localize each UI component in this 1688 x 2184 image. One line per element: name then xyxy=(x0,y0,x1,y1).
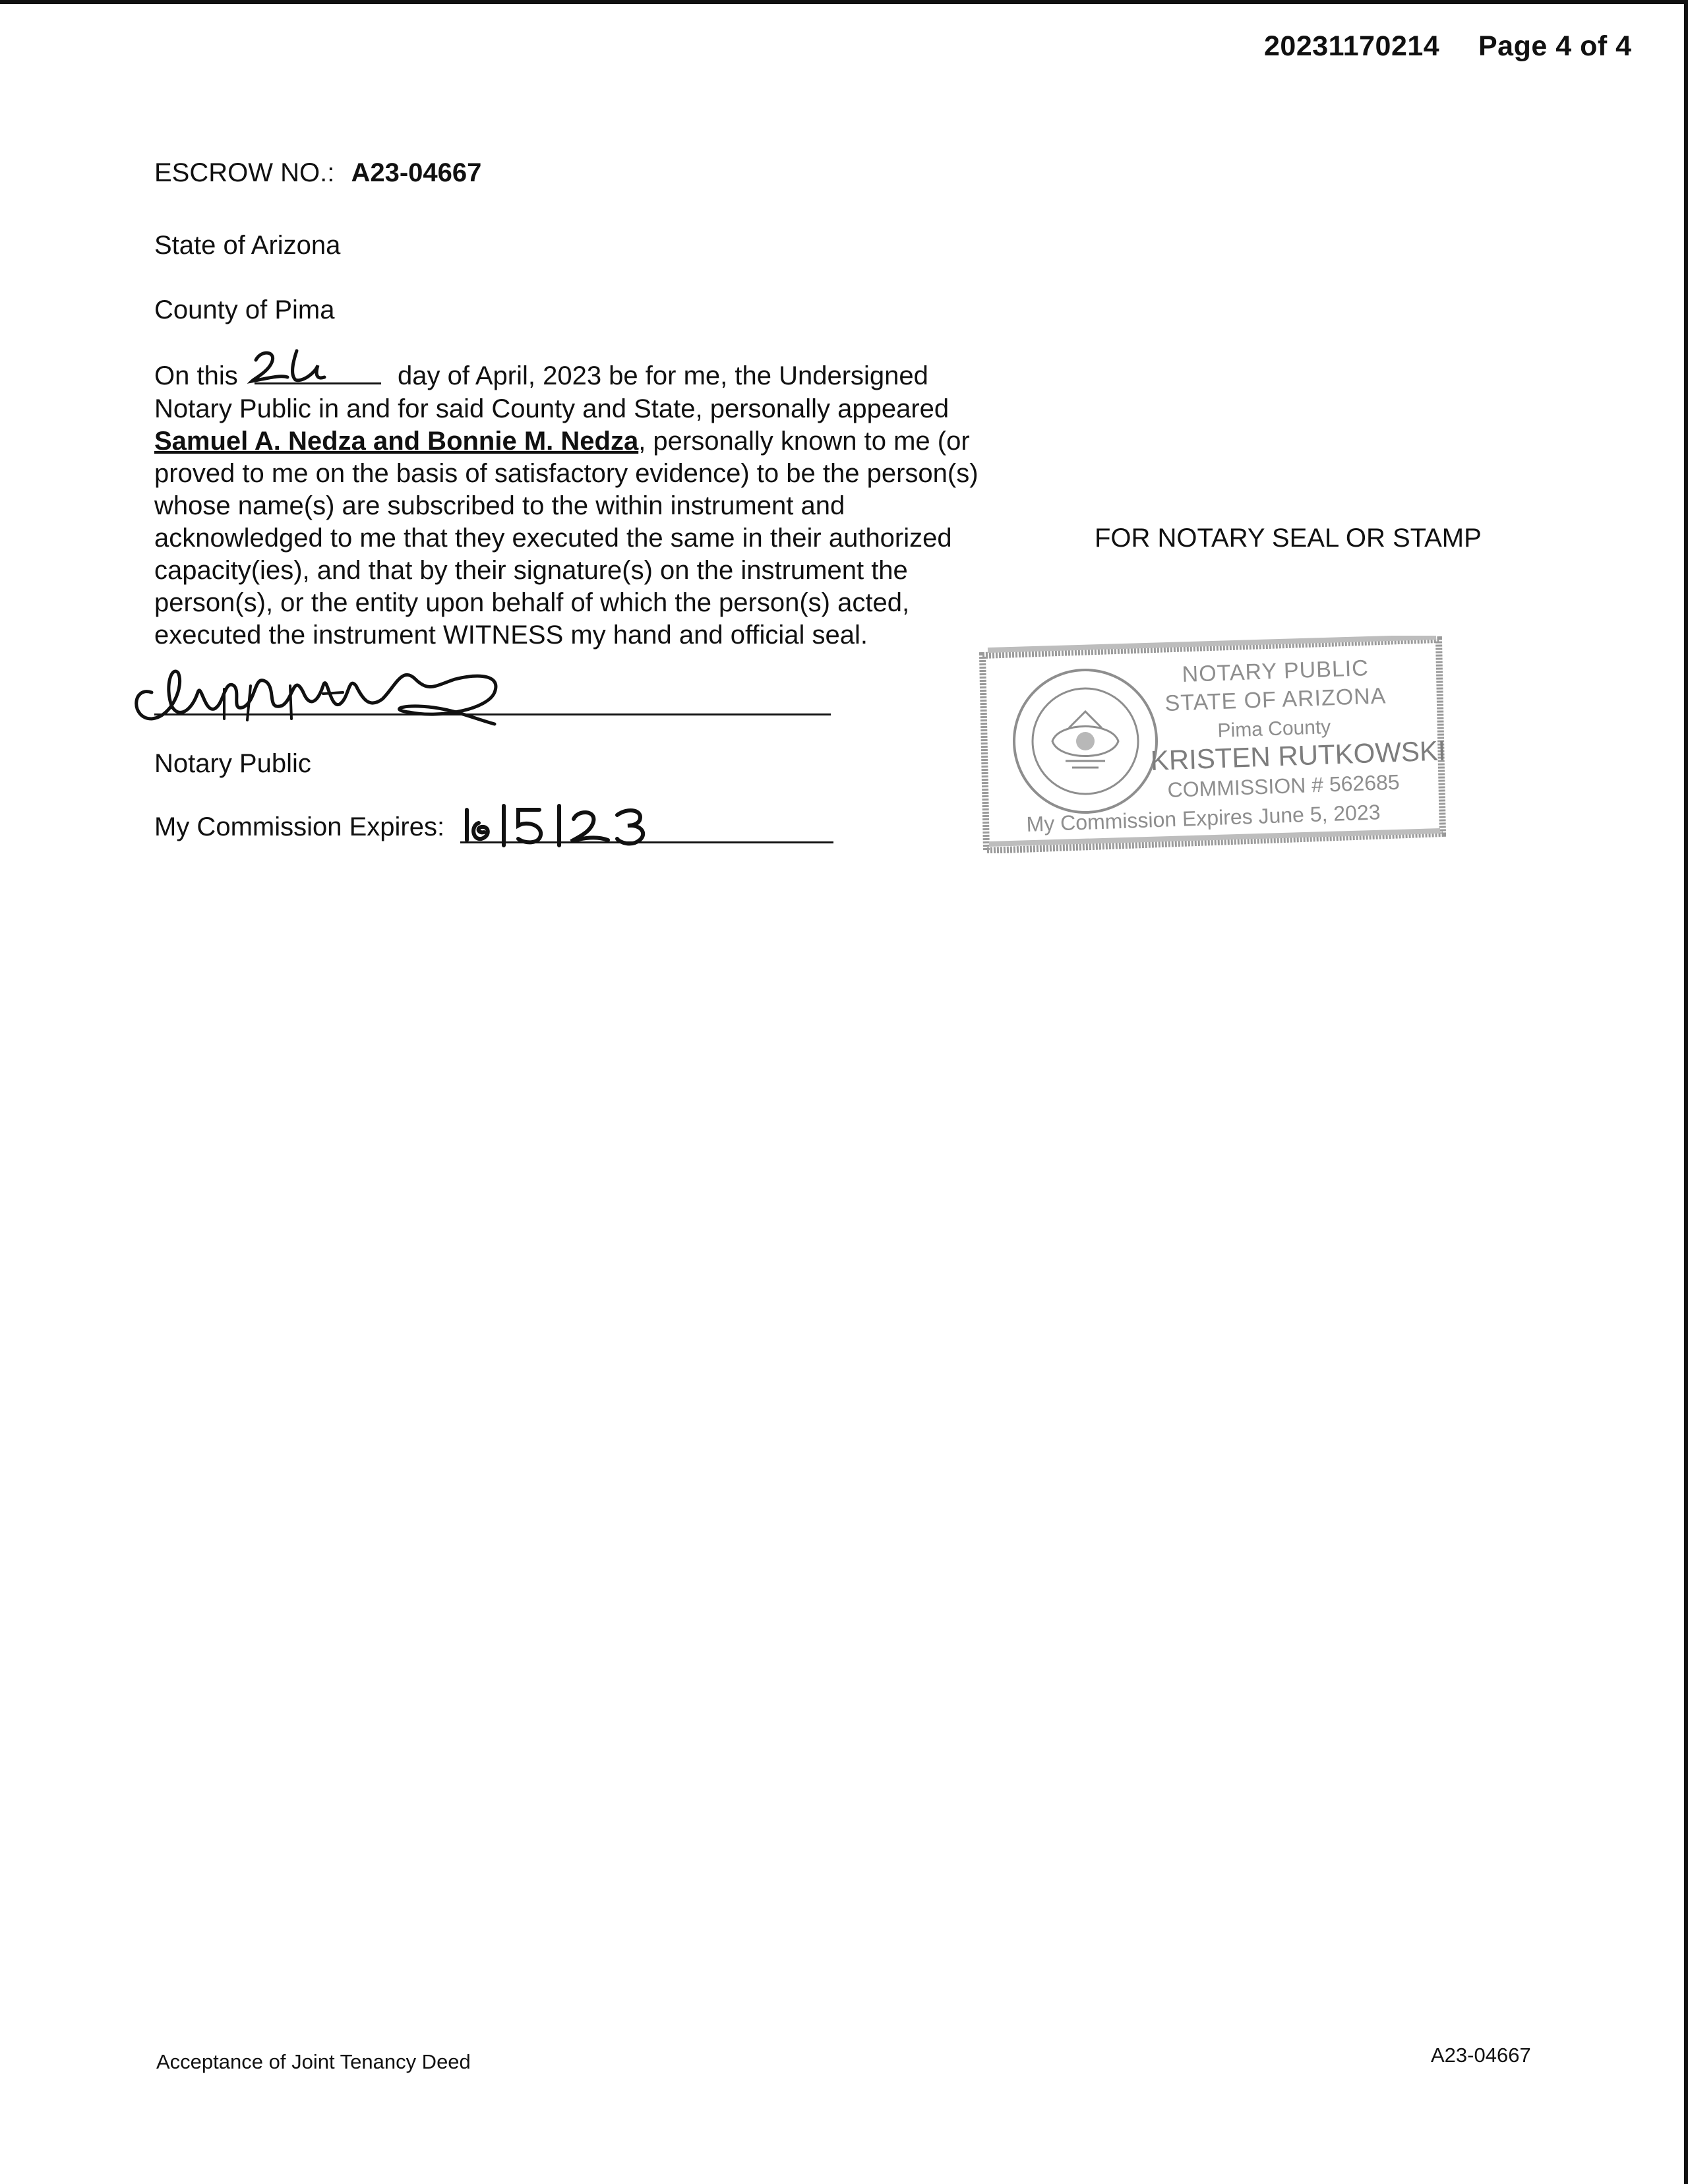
on-this-text: On this xyxy=(154,361,238,390)
recording-number: 20231170214 xyxy=(1264,30,1440,62)
state-line: State of Arizona xyxy=(154,231,341,260)
seal-caption: FOR NOTARY SEAL OR STAMP xyxy=(1095,524,1482,553)
stamp-line-1: NOTARY PUBLIC xyxy=(1182,655,1370,687)
footer-escrow-number: A23-04667 xyxy=(1431,2044,1531,2067)
commission-blank-line xyxy=(460,841,833,843)
stamp-line-5: COMMISSION # 562685 xyxy=(1167,770,1401,802)
ack-line-8: person(s), or the entity upon behalf of which the person(s) acted, xyxy=(154,588,910,617)
page-indicator: Page 4 of 4 xyxy=(1478,30,1632,62)
escrow-line xyxy=(154,158,481,188)
stamp-line-4: KRISTEN RUTKOWSKI xyxy=(1150,735,1447,776)
footer-document-title: Acceptance of Joint Tenancy Deed xyxy=(156,2050,471,2073)
ack-line-9: executed the instrument WITNESS my hand and official seal. xyxy=(154,621,868,650)
ack-line-6: acknowledged to me that they executed the same in their authorized xyxy=(154,524,952,553)
ack-line-5: whose name(s) are subscribed to the within instrument and xyxy=(154,491,845,520)
stamp-line-6: My Commission Expires June 5, 2023 xyxy=(1026,800,1381,836)
stamp-line-2: STATE OF ARIZONA xyxy=(1164,683,1387,716)
ack-line-3-rest: , personally known to me (or xyxy=(638,427,970,456)
notary-signature xyxy=(125,646,547,739)
appearing-parties: Samuel A. Nedza and Bonnie M. Nedza xyxy=(154,427,639,456)
notary-public-label: Notary Public xyxy=(154,749,311,778)
state-seal-icon xyxy=(1006,662,1164,820)
after-day-text: day of April, 2023 be for me, the Undersigned xyxy=(397,361,928,390)
ack-line-4: proved to me on the basis of satisfactory evidence) to be the person(s) xyxy=(154,459,979,488)
signature-line xyxy=(154,713,831,715)
commission-expires-label: My Commission Expires: xyxy=(154,812,445,841)
day-handwriting xyxy=(247,346,352,385)
ack-line-7: capacity(ies), and that by their signature(s) on the instrument the xyxy=(154,556,908,585)
stamp-line-3: Pima County xyxy=(1217,716,1331,742)
ack-line-3 xyxy=(154,425,970,457)
county-line: County of Pima xyxy=(154,295,335,324)
notary-stamp xyxy=(977,636,1447,853)
escrow-number: A23-04667 xyxy=(351,158,482,187)
page-right-border xyxy=(1684,0,1688,2184)
ack-line-2: Notary Public in and for said County and State, personally appeared xyxy=(154,394,950,423)
escrow-label: ESCROW NO.: xyxy=(154,158,335,187)
page-top-border xyxy=(0,0,1688,4)
